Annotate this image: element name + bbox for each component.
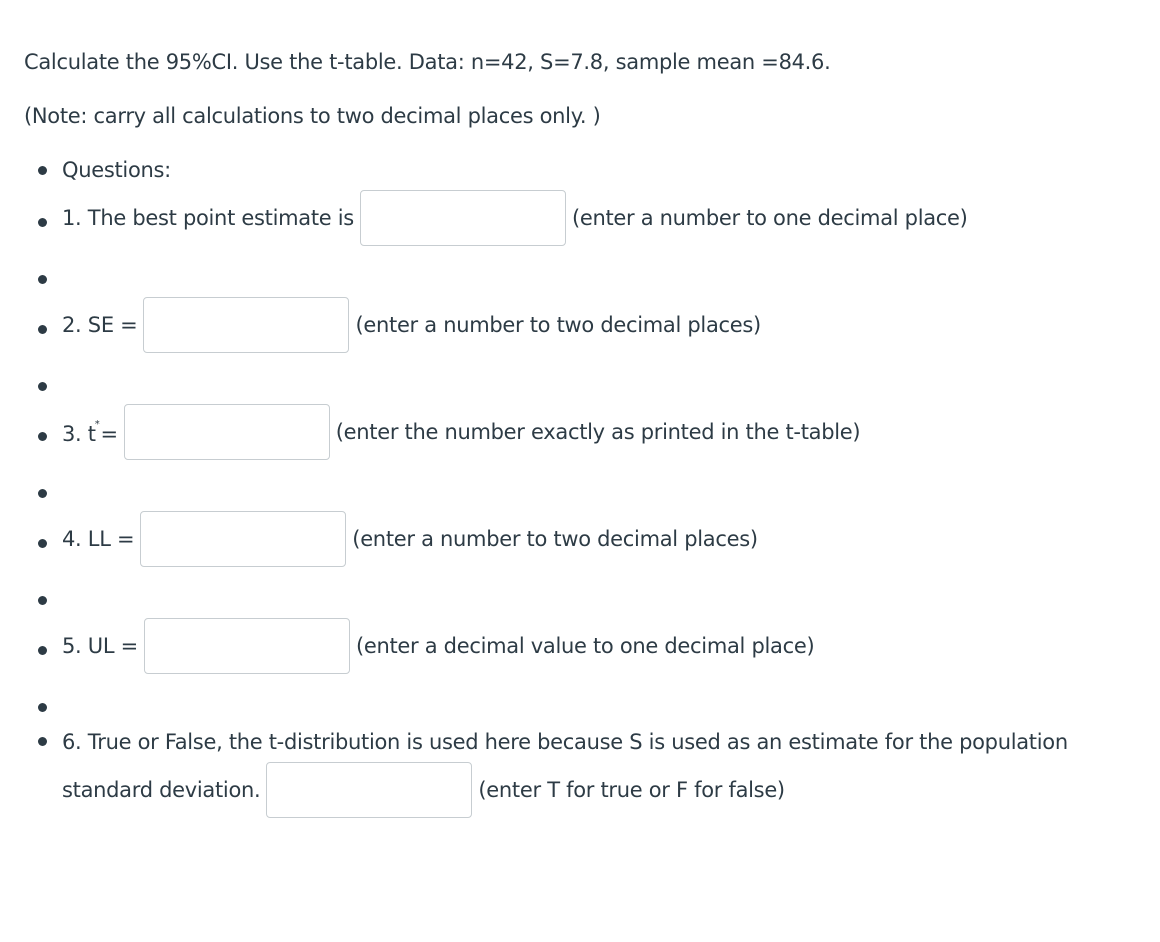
list-bullet (38, 539, 47, 548)
list-bullet (38, 166, 47, 175)
question-2-label: 2. SE = (62, 313, 138, 337)
question-3-input[interactable] (124, 404, 330, 460)
question-1-label: 1. The best point estimate is (62, 206, 354, 230)
question-4 (62, 511, 758, 567)
question-5 (62, 618, 814, 674)
question-5-input[interactable] (144, 618, 350, 674)
question-6 (62, 762, 785, 818)
question-6-input[interactable] (266, 762, 472, 818)
list-bullet-empty (38, 596, 47, 605)
question-prompt: Calculate the 95%CI. Use the t-table. Data: n=42, S=7.8, sample mean =84.6. (24, 50, 831, 74)
question-4-input[interactable] (140, 511, 346, 567)
list-bullet (38, 325, 47, 334)
question-6-hint: (enter T for true or F for false) (478, 778, 785, 802)
question-2-hint: (enter a number to two decimal places) (355, 313, 761, 337)
question-6-label-line1: 6. True or False, the t-distribution is used here because S is used as an estimate for the population (62, 730, 1068, 754)
list-bullet-empty (38, 703, 47, 712)
question-4-hint: (enter a number to two decimal places) (352, 527, 758, 551)
question-4-label: 4. LL = (62, 527, 135, 551)
list-bullet-empty (38, 489, 47, 498)
question-5-label: 5. UL = (62, 634, 138, 658)
list-bullet-empty (38, 382, 47, 391)
question-5-hint: (enter a decimal value to one decimal place) (355, 634, 815, 658)
question-1-hint: (enter a number to one decimal place) (571, 206, 968, 230)
question-1 (62, 190, 968, 246)
question-3-hint: (enter the number exactly as printed in the t-table) (335, 420, 861, 444)
question-1-input[interactable] (360, 190, 566, 246)
question-6-label-line2: standard deviation. (62, 778, 261, 802)
list-bullet (38, 646, 47, 655)
question-2 (62, 297, 761, 353)
question-3-label: 3. t*= (62, 418, 118, 446)
list-bullet (38, 218, 47, 227)
list-bullet (38, 432, 47, 441)
calculation-note: (Note: carry all calculations to two decimal places only. ) (24, 104, 601, 128)
question-3 (62, 404, 860, 460)
questions-header: Questions: (62, 158, 171, 182)
list-bullet (38, 737, 47, 746)
list-bullet-empty (38, 275, 47, 284)
question-2-input[interactable] (143, 297, 349, 353)
